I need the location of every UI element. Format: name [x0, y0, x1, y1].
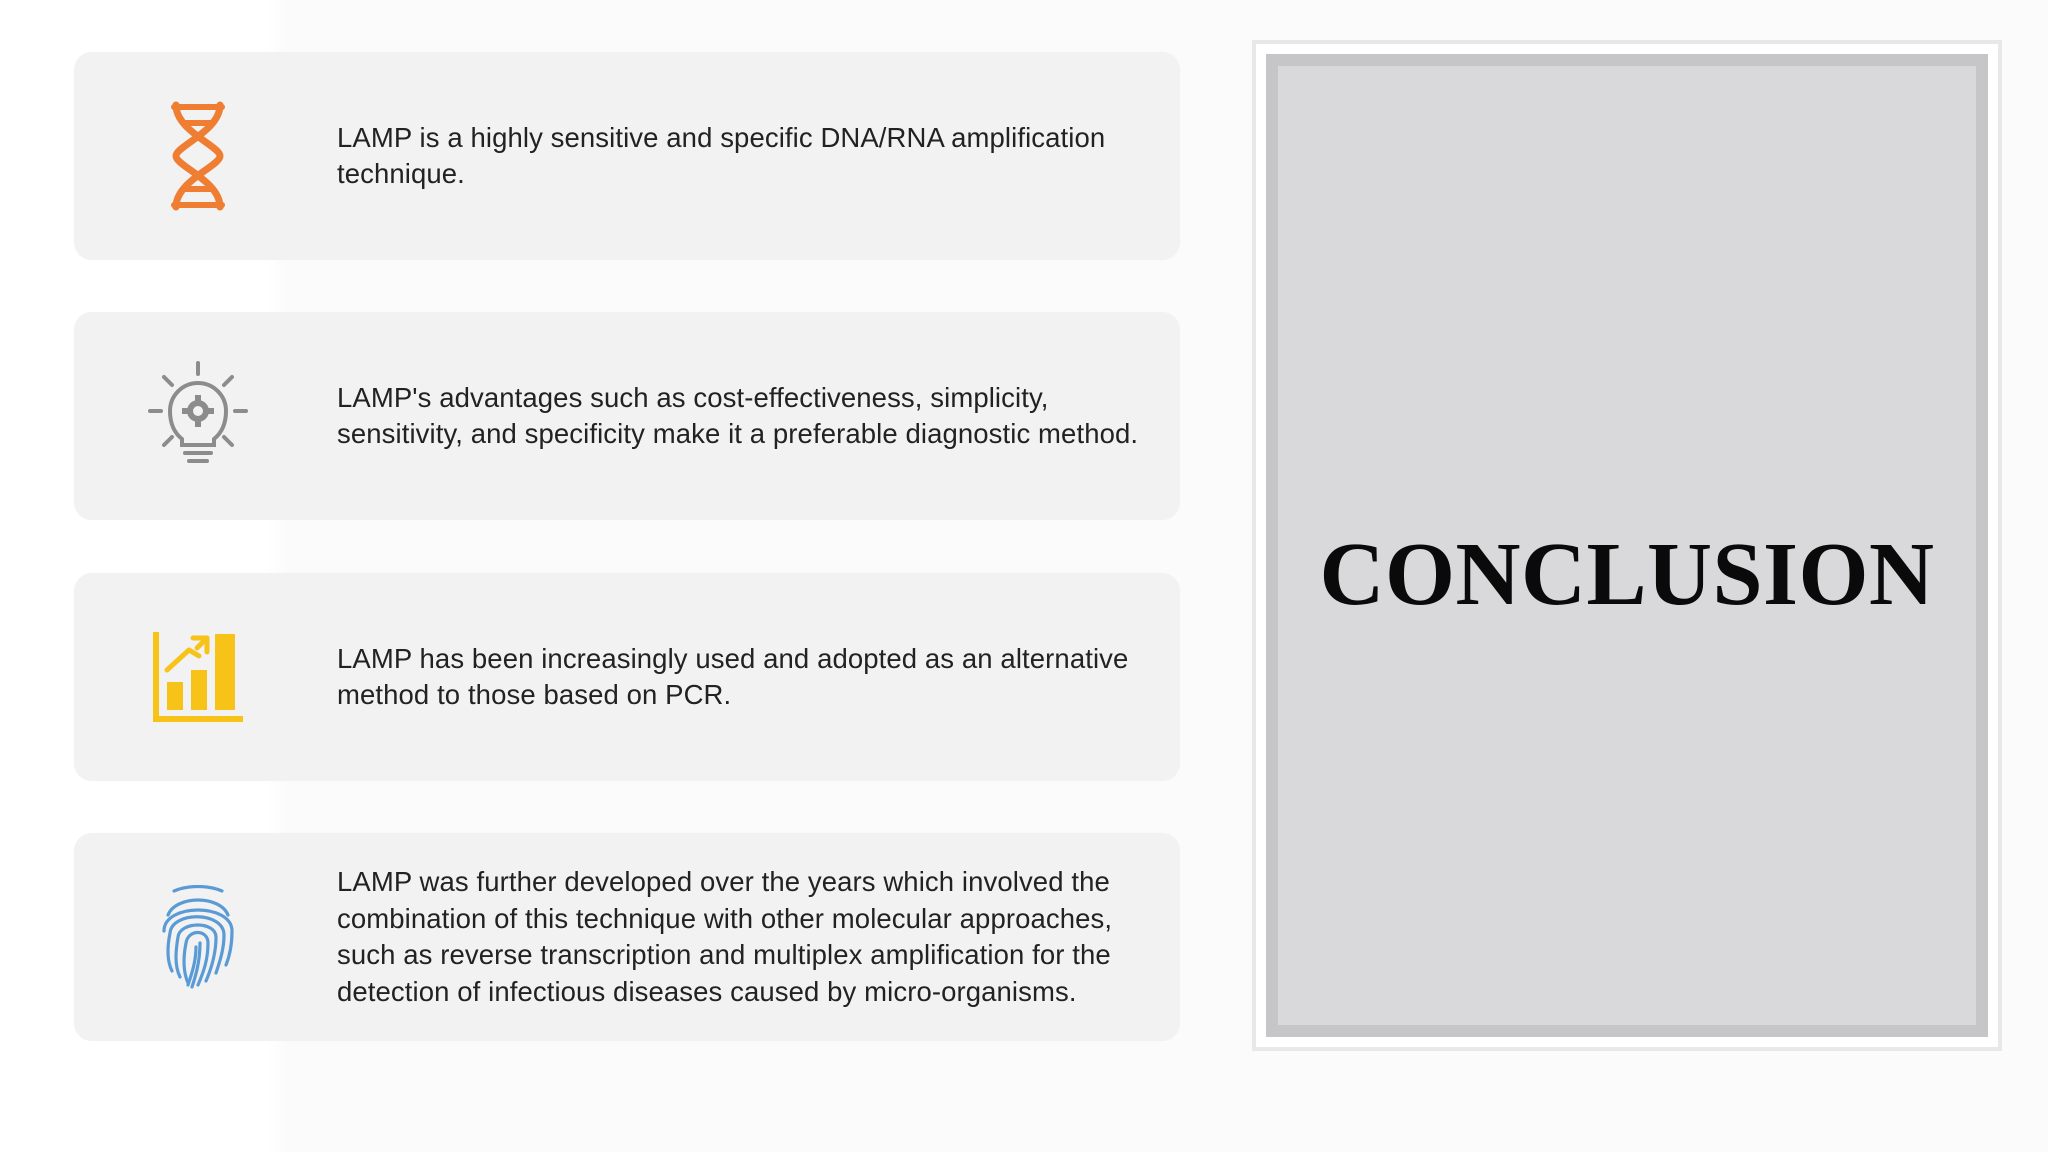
card-3-text: LAMP has been increasingly used and adopted as an alternative method to those based on PCR. [337, 642, 1129, 710]
conclusion-card-4 [74, 833, 1180, 1041]
conclusion-card-3 [74, 573, 1180, 781]
card-2-text: LAMP's advantages such as cost-effectiveness, simplicity, sensitivity, and specificity make it a preferable diagnostic method. [337, 381, 1139, 449]
fingerprint-icon [138, 877, 258, 997]
card-1-text: LAMP is a highly sensitive and specific DNA/RNA amplification technique. [337, 121, 1106, 189]
card-4-text: LAMP was further developed over the years which involved the combination of this technique with other molecular approaches, such as reverse transcription and multiplex amplification for the detection of infectious diseases caused by micro-organisms. [337, 866, 1113, 1007]
dna-icon [138, 96, 258, 216]
bar-chart-growth-icon [138, 617, 258, 737]
slide-title: CONCLUSION [1319, 525, 1935, 624]
title-frame [1252, 40, 2002, 1051]
lightbulb-gear-icon [138, 356, 258, 476]
title-panel [1266, 54, 1988, 1037]
conclusion-card-1 [74, 52, 1180, 260]
conclusion-card-2 [74, 312, 1180, 520]
